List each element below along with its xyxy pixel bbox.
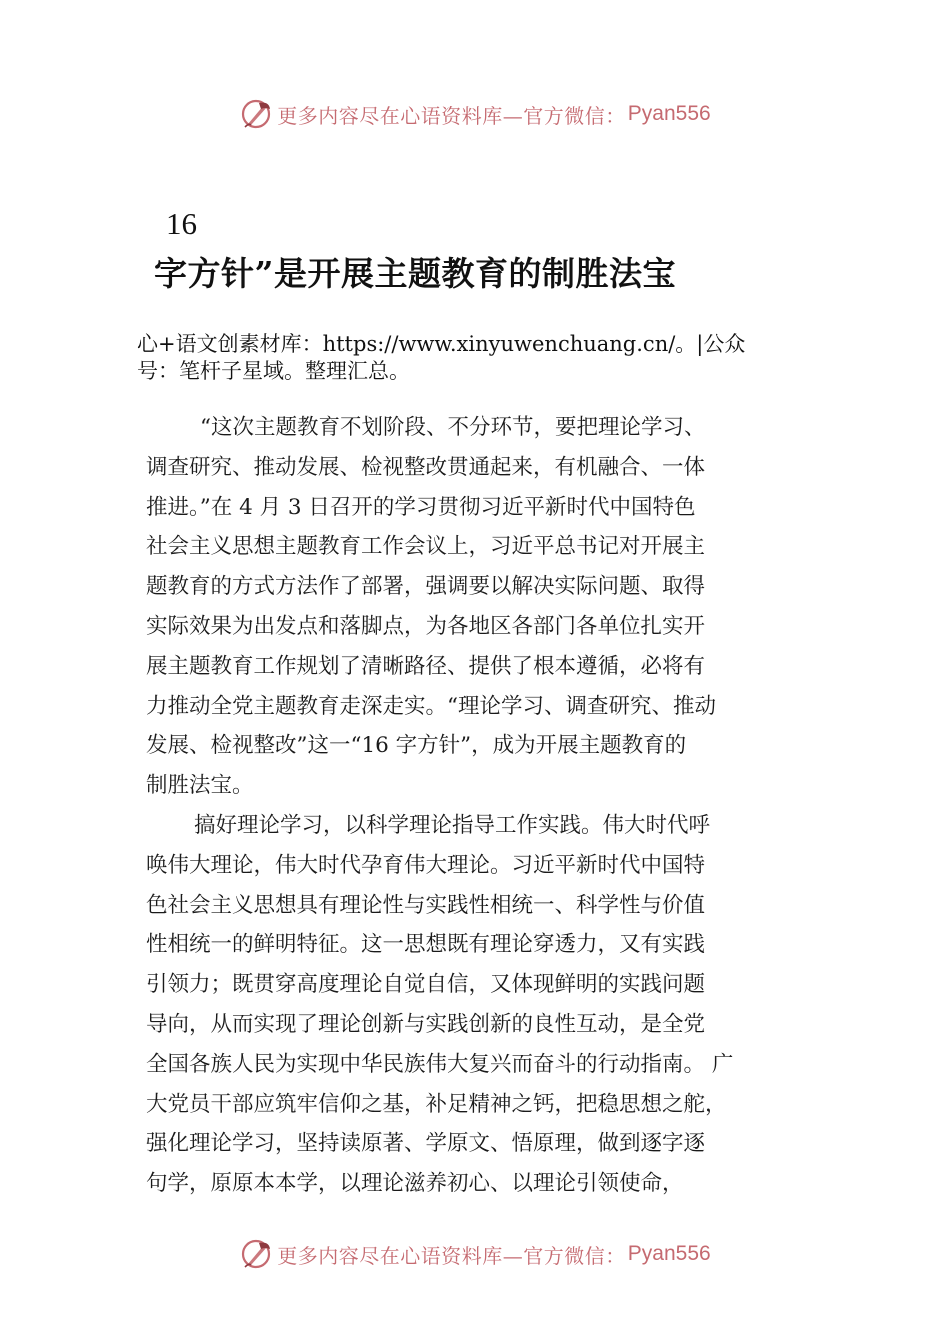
- quill-pen-logo-icon: [239, 1237, 273, 1271]
- quill-pen-logo-icon: [239, 97, 273, 131]
- title-number: 16: [166, 206, 197, 241]
- paragraph-line: 全国各族人民为实现中华民族伟大复兴而奋斗的行动指南。 广: [146, 1051, 734, 1077]
- source-note-line: 心+语文创素材库：https://www.xinyuwenchuang.cn/。|公众: [137, 332, 746, 356]
- watermark-banner-top: [0, 94, 950, 134]
- paragraph-line: 引领力；既贯穿高度理论自觉自信，又体现鲜明的实践问题: [146, 972, 706, 998]
- paragraph-line: 社会主义思想主题教育工作会议上，习近平总书记对开展主: [146, 534, 706, 560]
- paragraph-line: 展主题教育工作规划了清晰路径、提供了根本遵循，必将有: [146, 653, 706, 679]
- paragraph-line: “这次主题教育不划阶段、不分环节，要把理论学习、: [200, 415, 706, 440]
- watermark-banner-bottom: [0, 1234, 950, 1274]
- paragraph-line: 实际效果为出发点和落脚点，为各地区各部门各单位扎实开: [146, 613, 706, 639]
- paragraph-line: 大党员干部应筑牢信仰之基，补足精神之钙，把稳思想之舵，: [146, 1091, 727, 1117]
- source-note-line: 号：笔杆子星域。整理汇总。: [137, 359, 410, 383]
- paragraph-line: 强化理论学习，坚持读原著、学原文、悟原理，做到逐字逐: [146, 1131, 706, 1157]
- paragraph-line: 调查研究、推动发展、检视整改贯通起来，有机融合、一体: [146, 454, 706, 480]
- paragraph-line: 制胜法宝。: [146, 773, 254, 799]
- page-title: 字方针”是开展主题教育的制胜法宝: [154, 254, 676, 293]
- paragraph-line: 题教育的方式方法作了部署，强调要以解决实际问题、取得: [146, 574, 706, 600]
- paragraph-line: 色社会主义思想具有理论性与实践性相统一、科学性与价值: [146, 892, 706, 918]
- paragraph-line: 唤伟大理论，伟大时代孕育伟大理论。习近平新时代中国特: [146, 852, 706, 878]
- watermark-handle: Pyan556: [627, 102, 711, 125]
- paragraph-line: 搞好理论学习，以科学理论指导工作实践。伟大时代呼: [194, 813, 711, 838]
- paragraph-line: 性相统一的鲜明特征。这一思想既有理论穿透力，又有实践: [146, 932, 706, 958]
- paragraph-line: 力推动全党主题教育走深走实。“理论学习、调查研究、推动: [146, 693, 716, 719]
- paragraph-line: 导向，从而实现了理论创新与实践创新的良性互动，是全党: [146, 1011, 706, 1037]
- paragraph-line: 推进。”在 4 月 3 日召开的学习贯彻习近平新时代中国特色: [146, 494, 696, 520]
- watermark-text: 更多内容尽在心语资料库—官方微信：: [277, 103, 626, 128]
- paragraph-line: 句学，原原本本学，以理论滋养初心、以理论引领使命，: [146, 1171, 684, 1197]
- paragraph-2: [146, 806, 821, 1204]
- watermark-handle: Pyan556: [627, 1242, 711, 1265]
- watermark-text: 更多内容尽在心语资料库—官方微信：: [277, 1243, 626, 1268]
- paragraph-line: 发展、检视整改”这一“16 字方针”，成为开展主题教育的: [146, 733, 687, 759]
- source-note: [137, 331, 837, 385]
- paragraph-1: [146, 408, 821, 806]
